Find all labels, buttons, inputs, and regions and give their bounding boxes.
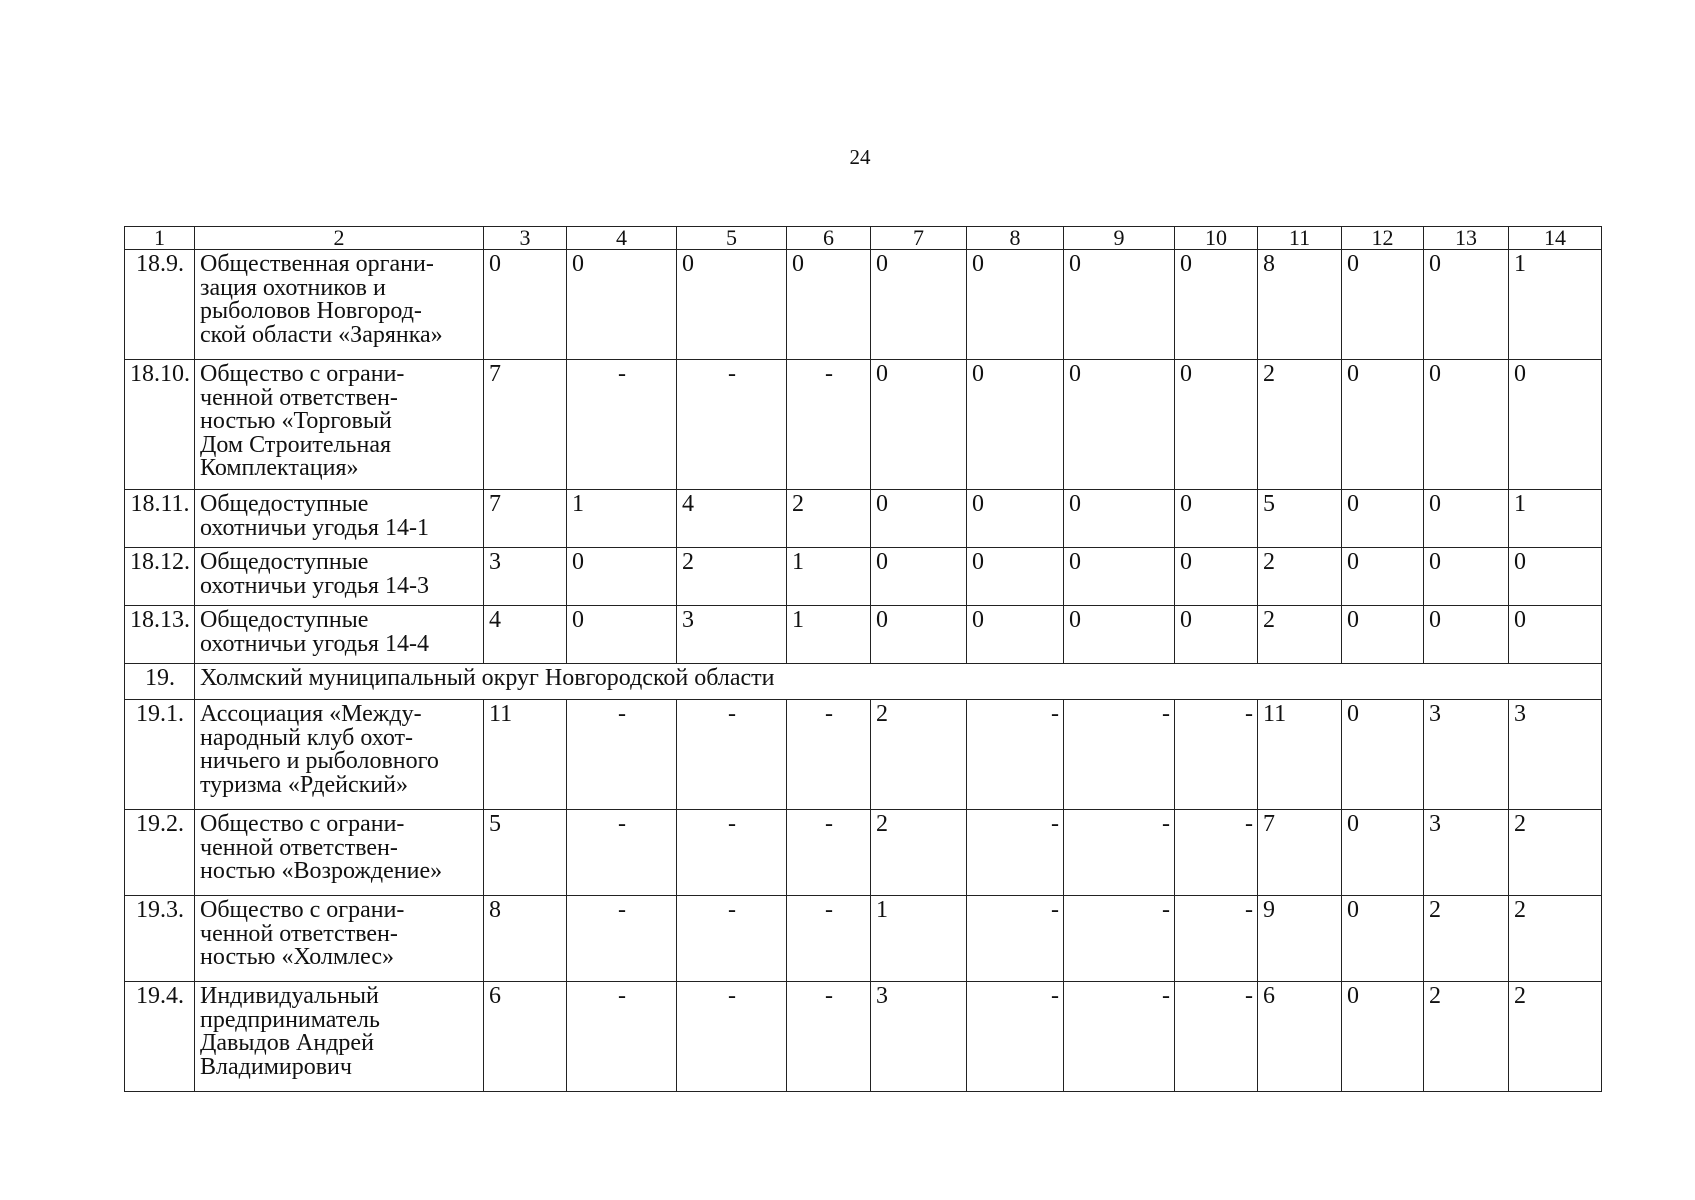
value-cell: -	[567, 896, 677, 982]
value-cell: 0	[1342, 548, 1424, 606]
value-cell: -	[1064, 700, 1175, 810]
value-cell: 0	[1424, 360, 1509, 490]
value-cell: 0	[1064, 548, 1175, 606]
value-cell: -	[677, 810, 787, 896]
organization-name-cell: Общество с ограни- ченной ответствен- ностью «Возрождение»	[195, 810, 484, 896]
organization-name-cell: Общедоступные охотничьи угодья 14-1	[195, 490, 484, 548]
value-cell: 0	[871, 250, 967, 360]
value-cell: 0	[967, 548, 1064, 606]
value-cell: 2	[787, 490, 871, 548]
value-cell: -	[967, 700, 1064, 810]
value-cell: -	[787, 700, 871, 810]
table-row	[125, 250, 1602, 360]
column-number-cell: 1	[125, 227, 195, 250]
table-row	[125, 810, 1602, 896]
row-number-cell: 19.1.	[125, 700, 195, 810]
value-cell: 0	[1342, 982, 1424, 1092]
value-cell: 3	[1424, 700, 1509, 810]
value-cell: 0	[1064, 606, 1175, 664]
value-cell: 8	[1258, 250, 1342, 360]
value-cell: -	[677, 982, 787, 1092]
value-cell: 0	[1424, 548, 1509, 606]
value-cell: 1	[871, 896, 967, 982]
value-cell: 0	[1342, 896, 1424, 982]
value-cell: 0	[871, 490, 967, 548]
value-cell: 6	[1258, 982, 1342, 1092]
value-cell: 2	[871, 700, 967, 810]
value-cell: 0	[967, 606, 1064, 664]
value-cell: -	[677, 896, 787, 982]
row-number-cell: 18.9.	[125, 250, 195, 360]
table-row	[125, 896, 1602, 982]
value-cell: 4	[677, 490, 787, 548]
column-number-cell: 10	[1175, 227, 1258, 250]
value-cell: 0	[1342, 606, 1424, 664]
table-row	[125, 490, 1602, 548]
value-cell: -	[567, 700, 677, 810]
value-cell: -	[567, 360, 677, 490]
value-cell: 0	[1064, 360, 1175, 490]
organization-name-cell: Общедоступные охотничьи угодья 14-3	[195, 548, 484, 606]
value-cell: 0	[1064, 250, 1175, 360]
value-cell: 9	[1258, 896, 1342, 982]
column-number-row	[125, 227, 1602, 250]
organization-name-cell: Общество с ограни- ченной ответствен- ностью «Торговый Дом Строительная Комплектация»	[195, 360, 484, 490]
value-cell: 3	[1509, 700, 1602, 810]
value-cell: 0	[1342, 250, 1424, 360]
value-cell: 3	[484, 548, 567, 606]
value-cell: 0	[1175, 606, 1258, 664]
value-cell: -	[967, 810, 1064, 896]
row-number-cell: 18.10.	[125, 360, 195, 490]
value-cell: 2	[1509, 896, 1602, 982]
value-cell: -	[1175, 982, 1258, 1092]
value-cell: 1	[1509, 490, 1602, 548]
value-cell: 0	[1175, 490, 1258, 548]
value-cell: -	[967, 982, 1064, 1092]
value-cell: 0	[484, 250, 567, 360]
value-cell: 5	[484, 810, 567, 896]
value-cell: 4	[484, 606, 567, 664]
value-cell: -	[787, 982, 871, 1092]
value-cell: -	[787, 360, 871, 490]
value-cell: 0	[871, 548, 967, 606]
column-number-cell: 9	[1064, 227, 1175, 250]
value-cell: 2	[1258, 606, 1342, 664]
value-cell: 0	[1509, 548, 1602, 606]
value-cell: 0	[1064, 490, 1175, 548]
value-cell: -	[1175, 700, 1258, 810]
column-number-cell: 13	[1424, 227, 1509, 250]
value-cell: -	[787, 810, 871, 896]
value-cell: -	[967, 896, 1064, 982]
column-number-cell: 8	[967, 227, 1064, 250]
value-cell: 11	[1258, 700, 1342, 810]
value-cell: 0	[567, 548, 677, 606]
value-cell: 1	[787, 606, 871, 664]
value-cell: 2	[1509, 982, 1602, 1092]
value-cell: -	[1175, 896, 1258, 982]
value-cell: 0	[1342, 360, 1424, 490]
value-cell: 0	[1342, 700, 1424, 810]
value-cell: 3	[871, 982, 967, 1092]
value-cell: 1	[787, 548, 871, 606]
value-cell: 0	[871, 360, 967, 490]
row-number-cell: 18.12.	[125, 548, 195, 606]
value-cell: 2	[1258, 360, 1342, 490]
value-cell: 2	[1424, 982, 1509, 1092]
value-cell: -	[567, 982, 677, 1092]
column-number-cell: 7	[871, 227, 967, 250]
value-cell: 1	[1509, 250, 1602, 360]
row-number-cell: 19.4.	[125, 982, 195, 1092]
value-cell: 2	[1424, 896, 1509, 982]
section-number-cell: 19.	[125, 664, 195, 700]
value-cell: 0	[967, 490, 1064, 548]
value-cell: 0	[677, 250, 787, 360]
organization-name-cell: Общедоступные охотничьи угодья 14-4	[195, 606, 484, 664]
value-cell: 0	[1509, 606, 1602, 664]
column-number-cell: 2	[195, 227, 484, 250]
value-cell: 0	[1342, 490, 1424, 548]
value-cell: 1	[567, 490, 677, 548]
value-cell: 0	[567, 606, 677, 664]
value-cell: 11	[484, 700, 567, 810]
table-row	[125, 360, 1602, 490]
column-number-cell: 14	[1509, 227, 1602, 250]
value-cell: 7	[1258, 810, 1342, 896]
value-cell: -	[1064, 896, 1175, 982]
organization-name-cell: Ассоциация «Между- народный клуб охот- ничьего и рыболовного туризма «Рдейский»	[195, 700, 484, 810]
value-cell: -	[677, 700, 787, 810]
table-row	[125, 548, 1602, 606]
value-cell: 2	[1509, 810, 1602, 896]
value-cell: 0	[1424, 606, 1509, 664]
value-cell: 0	[1342, 810, 1424, 896]
value-cell: 7	[484, 360, 567, 490]
table-row	[125, 982, 1602, 1092]
organization-name-cell: Индивидуальный предприниматель Давыдов Андрей Владимирович	[195, 982, 484, 1092]
value-cell: -	[1175, 810, 1258, 896]
value-cell: 2	[677, 548, 787, 606]
value-cell: 7	[484, 490, 567, 548]
table-row	[125, 700, 1602, 810]
value-cell: 0	[1424, 490, 1509, 548]
row-number-cell: 19.2.	[125, 810, 195, 896]
column-number-cell: 12	[1342, 227, 1424, 250]
value-cell: -	[567, 810, 677, 896]
value-cell: -	[677, 360, 787, 490]
value-cell: 0	[1509, 360, 1602, 490]
column-number-cell: 3	[484, 227, 567, 250]
row-number-cell: 18.11.	[125, 490, 195, 548]
column-number-cell: 4	[567, 227, 677, 250]
value-cell: 0	[1175, 250, 1258, 360]
value-cell: 0	[1175, 360, 1258, 490]
data-table	[124, 226, 1602, 1092]
table-row	[125, 606, 1602, 664]
page-number: 24	[849, 145, 871, 169]
row-number-cell: 18.13.	[125, 606, 195, 664]
column-number-cell: 6	[787, 227, 871, 250]
value-cell: -	[1064, 982, 1175, 1092]
value-cell: -	[1064, 810, 1175, 896]
value-cell: 0	[787, 250, 871, 360]
value-cell: 5	[1258, 490, 1342, 548]
value-cell: 0	[871, 606, 967, 664]
value-cell: 6	[484, 982, 567, 1092]
section-row	[125, 664, 1602, 700]
organization-name-cell: Общественная органи- зация охотников и рыболовов Новгород- ской области «Зарянка»	[195, 250, 484, 360]
value-cell: 0	[967, 250, 1064, 360]
value-cell: 0	[1424, 250, 1509, 360]
value-cell: 3	[1424, 810, 1509, 896]
column-number-cell: 11	[1258, 227, 1342, 250]
value-cell: 0	[1175, 548, 1258, 606]
organization-name-cell: Общество с ограни- ченной ответствен- ностью «Холмлес»	[195, 896, 484, 982]
value-cell: 0	[567, 250, 677, 360]
value-cell: 2	[871, 810, 967, 896]
value-cell: -	[787, 896, 871, 982]
value-cell: 3	[677, 606, 787, 664]
column-number-cell: 5	[677, 227, 787, 250]
value-cell: 8	[484, 896, 567, 982]
value-cell: 0	[967, 360, 1064, 490]
row-number-cell: 19.3.	[125, 896, 195, 982]
section-title-cell: Холмский муниципальный округ Новгородской области	[195, 664, 1602, 700]
value-cell: 2	[1258, 548, 1342, 606]
